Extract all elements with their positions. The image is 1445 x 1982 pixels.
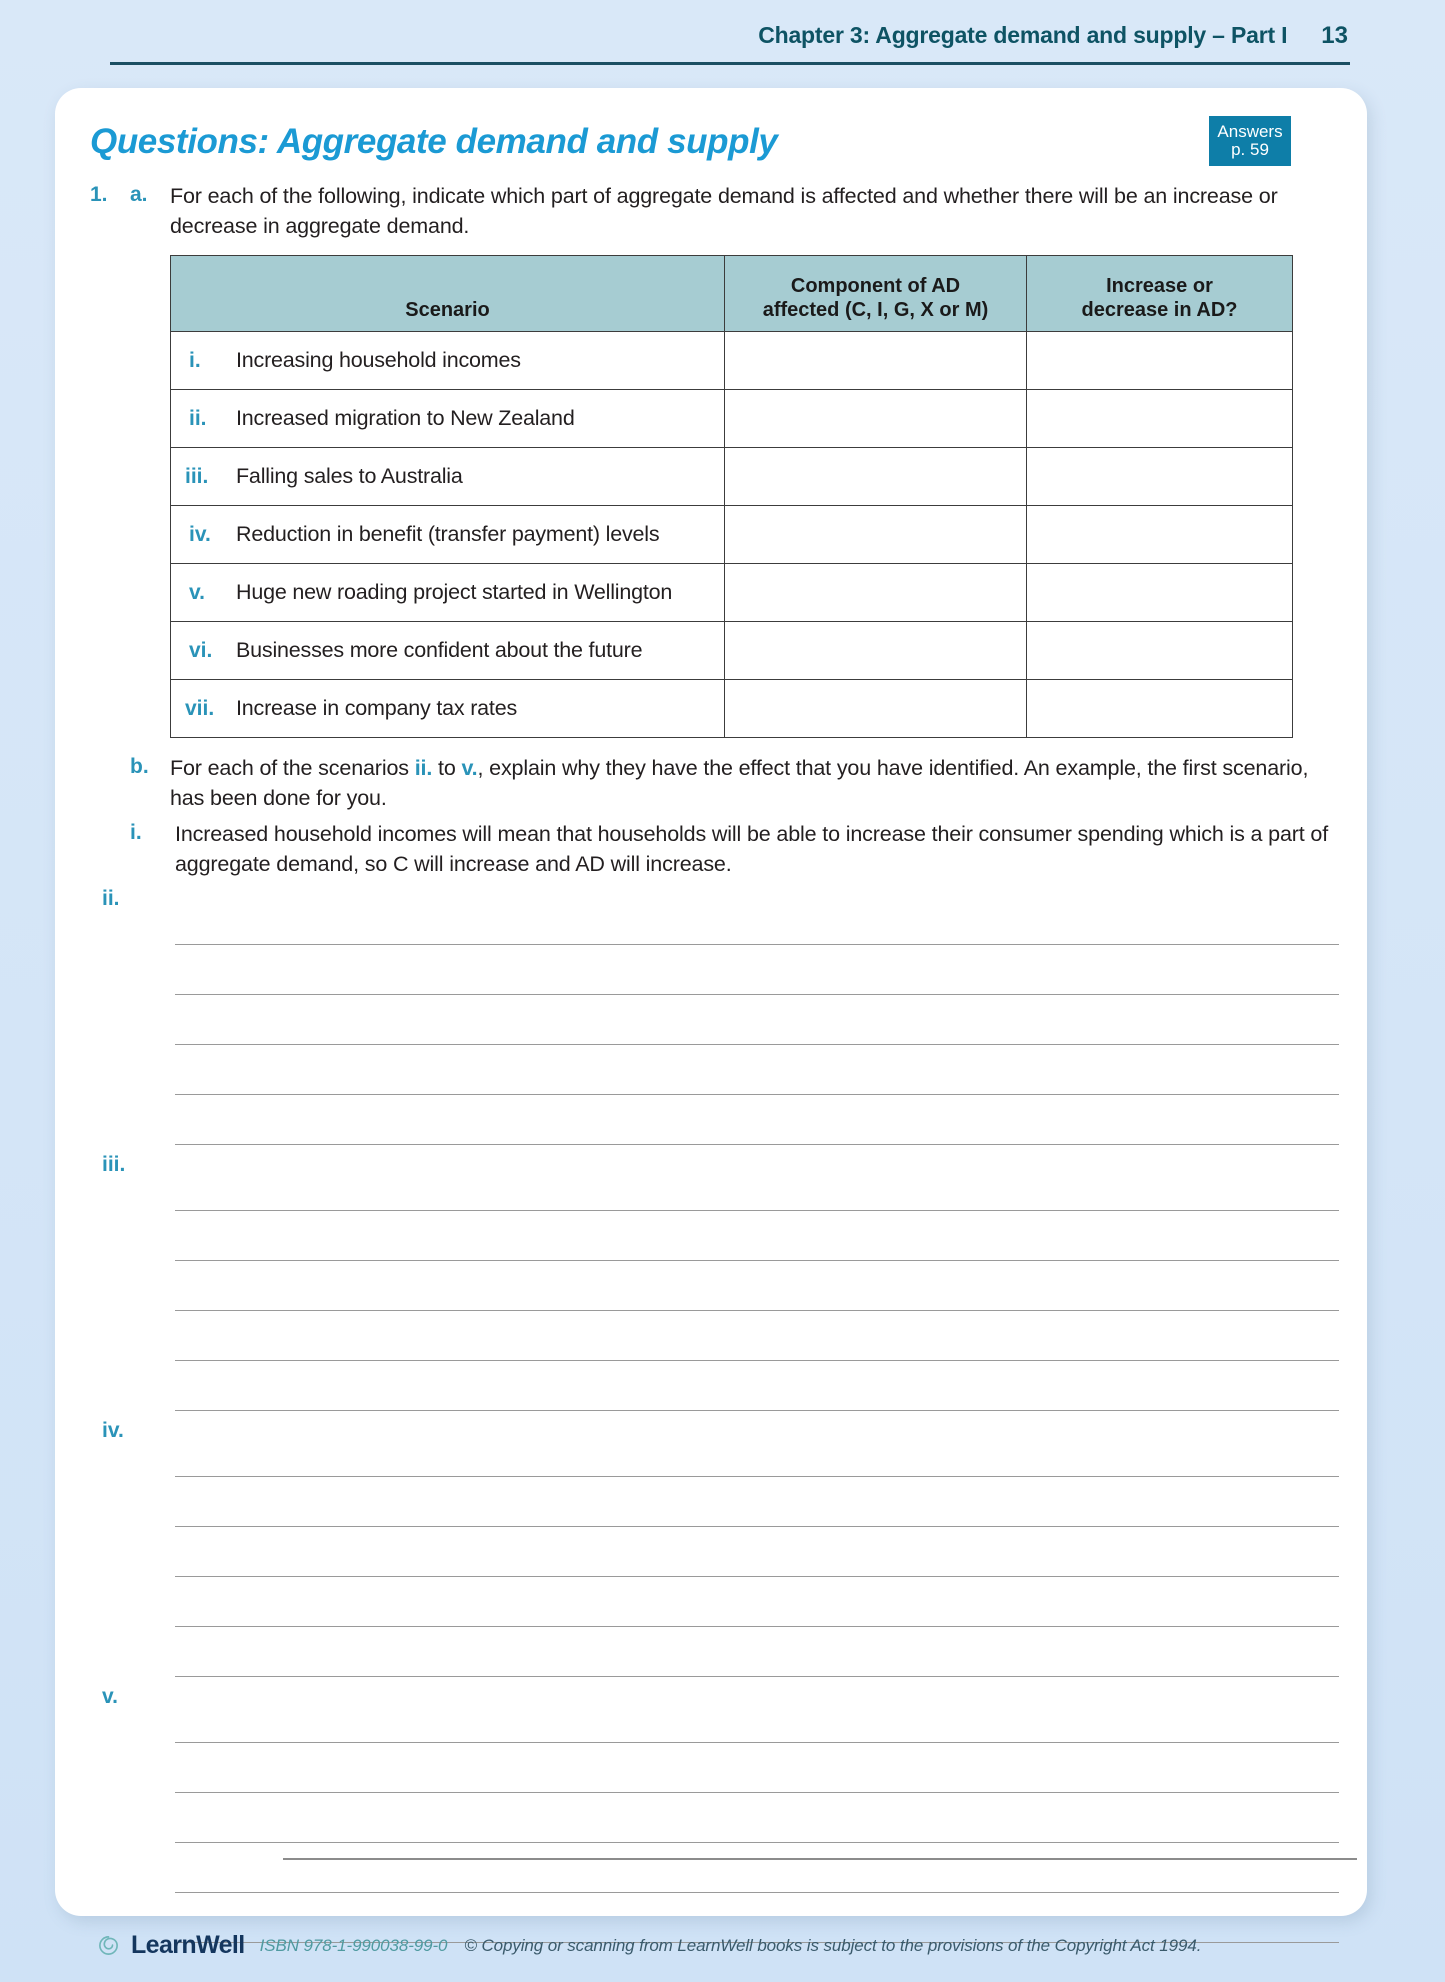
column-header-component [725,256,1027,332]
scenario-text: Increased migration to New Zealand [236,406,575,431]
chapter-title: Chapter 3: Aggregate demand and supply – Part I [758,22,1288,48]
question-1b [90,754,1339,1943]
page-number: 13 [1321,22,1348,49]
footer-copyright: © Copying or scanning from LearnWell books is subject to the provisions of the Copyright Act 1994. [464,1935,1202,1955]
scenario-inner [183,580,724,605]
scenario-roman-numeral: vi. [189,639,213,663]
answer-group [90,1152,1339,1411]
part-b-text-after: , explain why they have the effect that you have identified. An example, the first scenario, has been done for you. [170,756,1309,810]
learnwell-wordmark: LearnWell [131,1931,245,1959]
scenario-roman-numeral: iii. [185,465,209,489]
footer-rule [283,1858,1357,1860]
scenario-text: Huge new roading project started in Wellington [236,580,673,605]
answers-badge-page: p. 59 [1231,140,1269,159]
column-header-component-line2: affected (C, I, G, X or M) [762,298,989,321]
answer-groups [90,886,1339,1943]
table-cell-component[interactable] [725,448,1027,506]
table-row [171,390,1293,448]
page-header [110,22,1350,74]
answer-write-line[interactable] [175,1427,1339,1477]
table-header-row [171,256,1293,332]
table-cell-scenario [171,622,725,680]
scenario-inner [183,464,724,489]
answer-write-line[interactable] [175,1627,1339,1677]
answer-group [90,1418,1339,1677]
answer-write-line[interactable] [175,1211,1339,1261]
answer-write-line[interactable] [175,1793,1339,1843]
table-cell-scenario [171,390,725,448]
table-cell-scenario [171,564,725,622]
scenario-text: Businesses more confident about the future [236,638,643,663]
question-part-b-spacer [90,754,130,755]
answer-lines [175,1693,1339,1943]
table-cell-change[interactable] [1027,506,1293,564]
column-header-scenario: Scenario [171,256,725,332]
question-1a [90,182,1339,241]
answer-write-line[interactable] [175,1311,1339,1361]
table-row [171,680,1293,738]
scenario-roman-numeral: iv. [189,523,211,547]
content-card [55,88,1367,1916]
column-header-component-line1: Component of AD [790,274,961,297]
answer-group [90,1684,1339,1943]
page-footer [97,1931,1201,1960]
scenario-text: Increase in company tax rates [236,696,518,721]
answer-write-line[interactable] [175,995,1339,1045]
column-header-change [1027,256,1293,332]
answer-write-line[interactable] [175,1843,1339,1893]
scenario-text: Falling sales to Australia [236,464,463,489]
table-cell-component[interactable] [725,332,1027,390]
table-cell-change[interactable] [1027,680,1293,738]
table-cell-change[interactable] [1027,332,1293,390]
table-cell-change[interactable] [1027,622,1293,680]
part-b-rn-from: ii. [414,756,433,781]
question-part-b-letter: b. [130,755,149,779]
scenario-inner [183,696,724,721]
answer-write-line[interactable] [175,1361,1339,1411]
table-cell-component[interactable] [725,390,1027,448]
table-cell-component[interactable] [725,564,1027,622]
table-cell-component[interactable] [725,622,1027,680]
scenario-inner [183,522,724,547]
part-b-example [90,819,1339,879]
question-part-a-letter: a. [130,183,148,206]
answer-write-line[interactable] [175,1045,1339,1095]
answer-lines [175,1427,1339,1677]
scenario-roman-numeral: vii. [185,697,215,721]
part-b-text-before: For each of the scenarios [170,756,415,781]
aggregate-demand-table [170,255,1293,738]
answer-write-line[interactable] [175,1743,1339,1793]
answers-badge-label: Answers [1217,121,1283,141]
scenario-text: Reduction in benefit (transfer payment) levels [236,522,660,547]
table-cell-change[interactable] [1027,564,1293,622]
table-cell-scenario [171,332,725,390]
answer-write-line[interactable] [175,1693,1339,1743]
part-b-example-text: Increased household incomes will mean that households will be able to increase their consumer spending which is a part of aggregate demand, so C will increase and AD will increase. [175,821,1329,876]
answer-group-roman-numeral: v. [102,1684,118,1708]
table-row [171,448,1293,506]
answer-group-roman-numeral: iv. [102,1418,124,1442]
table-cell-component[interactable] [725,506,1027,564]
title-row [90,116,1339,176]
table-row [171,506,1293,564]
answer-group-roman-numeral: iii. [102,1152,126,1176]
question-part-b [90,754,1339,813]
part-b-rn-to: v. [461,756,478,781]
answer-write-line[interactable] [175,1261,1339,1311]
answer-write-line[interactable] [175,1527,1339,1577]
card-inner [90,116,1339,1916]
table-row [171,332,1293,390]
scenario-text: Increasing household incomes [236,348,521,373]
table-row [171,564,1293,622]
header-rule [110,62,1350,65]
table-cell-change[interactable] [1027,448,1293,506]
answer-write-line[interactable] [175,945,1339,995]
scenario-inner [183,348,724,373]
scenario-roman-numeral: v. [189,581,205,605]
learnwell-spiral-icon [97,1934,120,1957]
answer-lines [175,895,1339,1145]
part-b-example-rn: i. [130,820,142,844]
question-part-a-text: For each of the following, indicate which part of aggregate demand is affected and whether there will be an increase or decrease in aggregate demand. [170,184,1278,238]
answer-write-line[interactable] [175,1477,1339,1527]
answer-write-line[interactable] [175,1577,1339,1627]
table-row [171,622,1293,680]
answer-group-roman-numeral: ii. [102,886,120,910]
table-cell-scenario [171,448,725,506]
footer-isbn: ISBN 978-1-990038-99-0 [259,1935,448,1955]
scenario-inner [183,638,724,663]
table-cell-change[interactable] [1027,390,1293,448]
header-row [110,22,1350,50]
table-cell-scenario [171,680,725,738]
scenario-roman-numeral: ii. [189,407,207,431]
table-cell-component[interactable] [725,680,1027,738]
scenario-inner [183,406,724,431]
column-header-change-line1: Increase or [1106,274,1213,297]
column-header-change-line2: decrease in AD? [1081,298,1238,321]
answer-lines [175,1161,1339,1411]
table-body [171,332,1293,738]
answer-group [90,886,1339,1145]
part-b-text-mid: to [432,756,462,781]
answer-write-line[interactable] [175,1161,1339,1211]
answers-badge[interactable] [1209,116,1291,166]
page-title: Questions: Aggregate demand and supply [90,122,778,161]
question-part-b-text [170,754,1339,813]
question-number: 1. [90,183,108,206]
table-cell-scenario [171,506,725,564]
scenario-roman-numeral: i. [189,349,201,373]
table-head [171,256,1293,332]
answer-write-line[interactable] [175,895,1339,945]
answer-write-line[interactable] [175,1095,1339,1145]
